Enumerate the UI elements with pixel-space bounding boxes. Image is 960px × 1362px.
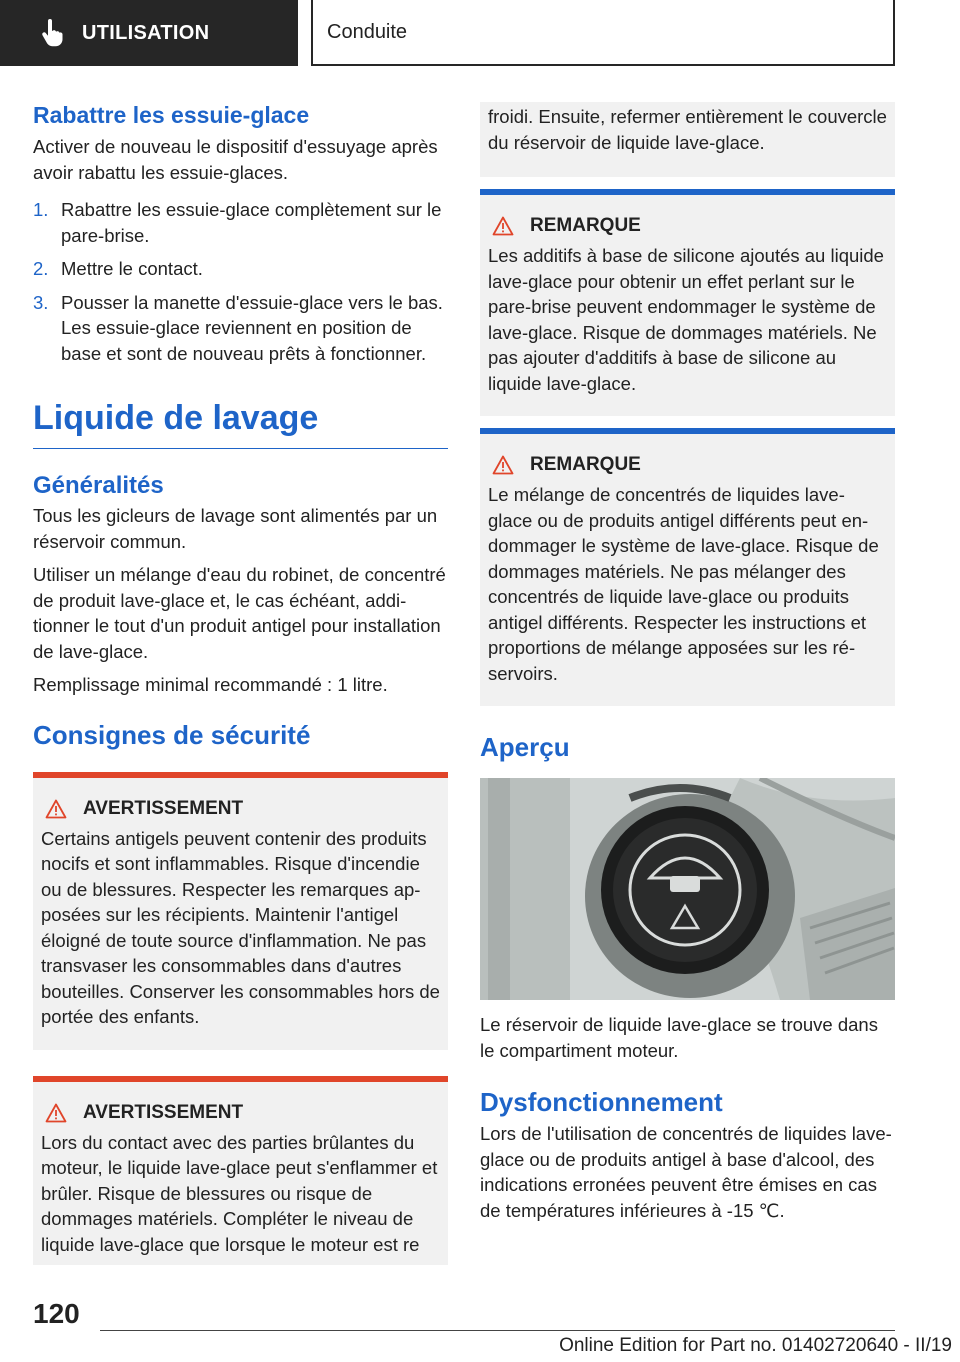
- breadcrumb-label: Conduite: [327, 20, 408, 43]
- remark-title-label: REMARQUE: [530, 454, 641, 475]
- edition-note: Online Edition for Part no. 01402720640 - II/19: [559, 1335, 952, 1356]
- breadcrumb: [311, 0, 895, 66]
- general-paragraph: Utiliser un mélange d'eau du robinet, de concentré de produit lave-glace et, le cas échéant, additionner le tout d'un produit antigel pour installation de lave-glace.: [33, 564, 446, 662]
- remark-title: [492, 213, 887, 239]
- page-header: [0, 0, 960, 66]
- step-text: Mettre le contact.: [61, 258, 203, 279]
- section-tab: [0, 0, 298, 66]
- section-tab-label: UTILISATION: [82, 21, 210, 44]
- remark-box: [480, 189, 895, 416]
- warning-box: [33, 1076, 448, 1266]
- safety-heading: Consignes de sécurité: [33, 719, 311, 750]
- step-text: Rabattre les essuie-glace complètement sur le pare-brise.: [61, 199, 442, 246]
- malfunction-heading: Dysfonctionnement: [480, 1087, 723, 1117]
- warning-triangle-icon: [492, 216, 514, 236]
- remark-text: Les additifs à base de silicone ajoutés au liquide lave-glace pour obtenir un effet perlant sur le pare-brise peuvent endommager le système de lave-glace. Risque de dommages matériels. Ne pas ajouter d'additifs à base de silicone au liquide lave-glace.: [488, 245, 884, 394]
- right-column: [480, 102, 895, 1223]
- remark-title: [492, 452, 887, 478]
- overview-heading: Aperçu: [480, 732, 570, 762]
- general-paragraph: Remplissage minimal recommandé : 1 litre.: [33, 674, 388, 695]
- general-paragraph: Tous les gicleurs de lavage sont alimentés par un réservoir commun.: [33, 505, 438, 552]
- warning-text: Lors du contact avec des parties brûlantes du moteur, le liquide lave-glace peut s'enflammer et brûler. Risque de blessures ou risque de dommages matériels. Compléter le niveau de liquide lave-glace que lorsque le moteur est re: [41, 1131, 438, 1255]
- fold-wipers-steps: [33, 197, 448, 366]
- step-text: Pousser la manette d'essuie-glace vers le bas. Les essuie-glace reviennent en position de base et sont de nouveau prêts à fonctionner.: [61, 291, 443, 364]
- warning-title: [45, 1100, 440, 1126]
- warning-triangle-icon: [45, 1103, 67, 1123]
- step-number: 3.: [33, 291, 49, 313]
- warning-box: [33, 772, 448, 1050]
- malfunction-text: Lors de l'utilisation de concentrés de liquides lave-glace ou de produits antigel à base d'alcool, des indications erronées peuvent être émises en cas de températures inférieures à -15 ℃.: [480, 1123, 892, 1221]
- remark-box: [480, 428, 895, 706]
- warning-title: [45, 796, 440, 822]
- chapter-title: Liquide de lavage: [33, 396, 448, 449]
- remark-title-label: REMARQUE: [530, 215, 641, 236]
- remark-text: Le mélange de concentrés de liquides lave-glace ou de produits antigel différents peut endommager le système de lave-glace. Risque de dommages matériels. Ne pas mélanger des concentrés de liquide lave-glace ou produits antigel différents. Respecter les instructions et proportions de mélange apposées sur les réservoirs.: [488, 484, 879, 684]
- left-column: [33, 100, 448, 1265]
- fold-wipers-heading: Rabattre les essuie-glace: [33, 102, 310, 128]
- page-number: 120: [33, 1298, 80, 1329]
- warning-text-continued: froidi. Ensuite, refermer entièrement le couvercle du réservoir de liquide lave-glace.: [488, 106, 887, 153]
- fold-wipers-intro: Activer de nouveau le dispositif d'essuyage après avoir rabattu les essuie-glaces.: [33, 136, 438, 183]
- washer-reservoir-photo: [480, 778, 895, 1000]
- step-number: 1.: [33, 199, 49, 220]
- step-number: 2.: [33, 258, 49, 279]
- warning-text: Certains antigels peuvent contenir des produits nocifs et sont inflammables. Risque d'incendie ou de blessures. Respecter les remarques apposées sur les récipients. Maintenir l'antigel éloigné de toute source d'inflammation. Ne pas transvaser les consommables dans d'autres bouteilles. Conserver les consommables hors de portée des enfants.: [41, 827, 440, 1027]
- warning-title-label: AVERTISSEMENT: [83, 1101, 244, 1123]
- warning-triangle-icon: [492, 455, 514, 475]
- warning-box-continued: [480, 102, 895, 177]
- warning-triangle-icon: [45, 799, 67, 819]
- general-heading: Généralités: [33, 472, 164, 499]
- overview-caption: Le réservoir de liquide lave-glace se trouve dans le compartiment moteur.: [480, 1014, 878, 1061]
- hand-pointer-icon: [40, 19, 64, 47]
- step-item: [33, 290, 448, 367]
- footer-divider: [100, 1330, 895, 1331]
- step-item: [33, 256, 448, 282]
- step-item: [33, 197, 448, 248]
- warning-title-label: AVERTISSEMENT: [83, 797, 244, 819]
